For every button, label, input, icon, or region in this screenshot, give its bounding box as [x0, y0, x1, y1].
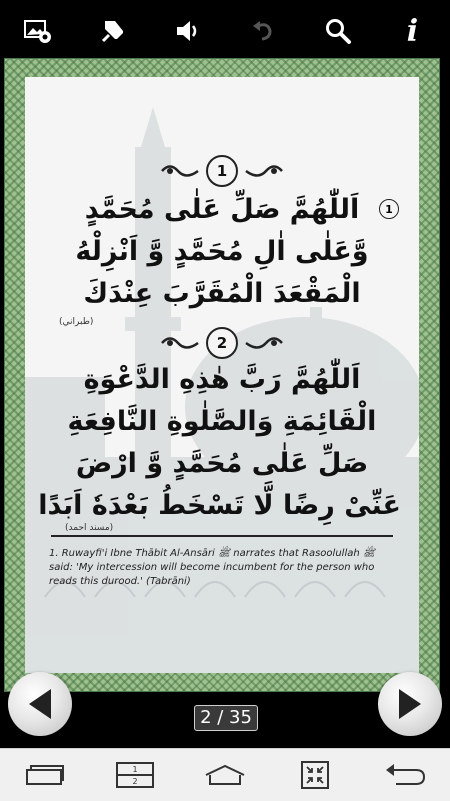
footnote-divider: [51, 535, 393, 537]
info-icon[interactable]: [393, 11, 433, 51]
page-indicator: 2 / 35: [194, 705, 258, 731]
page-layout-label-bottom: 2: [132, 777, 138, 786]
recent-apps-icon[interactable]: [20, 755, 70, 795]
next-page-button[interactable]: [378, 672, 442, 736]
durood-1-marker: 1: [379, 199, 399, 219]
page-layout-label-top: 1: [132, 765, 138, 774]
search-icon[interactable]: [318, 11, 358, 51]
durood-1-line-3: الْمَقْعَدَ الْمُقَرَّبَ عِنْدَكَ: [83, 278, 361, 309]
fit-screen-icon[interactable]: [290, 755, 340, 795]
arrow-right-icon: [395, 687, 425, 721]
previous-page-button[interactable]: [8, 672, 72, 736]
durood-1-reference: (طبراني): [59, 317, 94, 327]
durood-2-line-1: اَللّٰهُمَّ رَبَّ هٰذِهِ الدَّعْوَةِ: [83, 364, 361, 395]
durood-2-line-4: عَنِّىْ رِضًا لَّا تَسْخَطُ بَعْدَهٗ اَبَدًا: [38, 490, 401, 521]
back-icon[interactable]: [380, 755, 430, 795]
arrow-left-icon: [25, 687, 55, 721]
durood-number-badge: 1: [206, 155, 238, 187]
durood-1-line-1: اَللّٰهُمَّ صَلِّ عَلٰى مُحَمَّدٍ: [84, 194, 360, 225]
ornament-left-icon: [160, 162, 200, 180]
ornament-right-icon: [244, 162, 284, 180]
page-content: [25, 77, 419, 673]
durood-2-reference: (مسند احمد): [65, 523, 114, 533]
durood-2-line-3: صَلِّ عَلٰى مُحَمَّدٍ وَّ ارْضَ: [75, 448, 369, 479]
undo-icon[interactable]: [243, 11, 283, 51]
durood-2-header: [25, 327, 419, 359]
durood-1-line-2: وَّعَلٰى اٰلِ مُحَمَّدٍ وَّ اَنْزِلْهُ: [75, 236, 369, 267]
bookmark-icon[interactable]: [93, 11, 133, 51]
durood-number-badge: 2: [206, 327, 238, 359]
durood-1-header: [25, 155, 419, 187]
top-toolbar: [0, 0, 450, 62]
image-settings-icon[interactable]: [18, 11, 58, 51]
ornament-left-icon: [160, 334, 200, 352]
home-icon[interactable]: [200, 755, 250, 795]
info-label: i: [406, 13, 419, 49]
footnote-text: 1. Ruwayfi'i Ibne Thābit Al-Ansāri ﷺ narrates that Rasoolullah ﷺ said: 'My intercession will become incumbent for the person who reads this durood.' (Tabrāni): [49, 548, 375, 587]
ornament-right-icon: [244, 334, 284, 352]
page-frame[interactable]: [4, 58, 440, 692]
page-layout-icon[interactable]: [110, 755, 160, 795]
system-navigation-bar: [0, 748, 450, 801]
volume-icon[interactable]: [168, 11, 208, 51]
durood-2-line-2: الْقَائِمَةِ وَالصَّلٰوةِ النَّافِعَةِ: [67, 406, 377, 437]
